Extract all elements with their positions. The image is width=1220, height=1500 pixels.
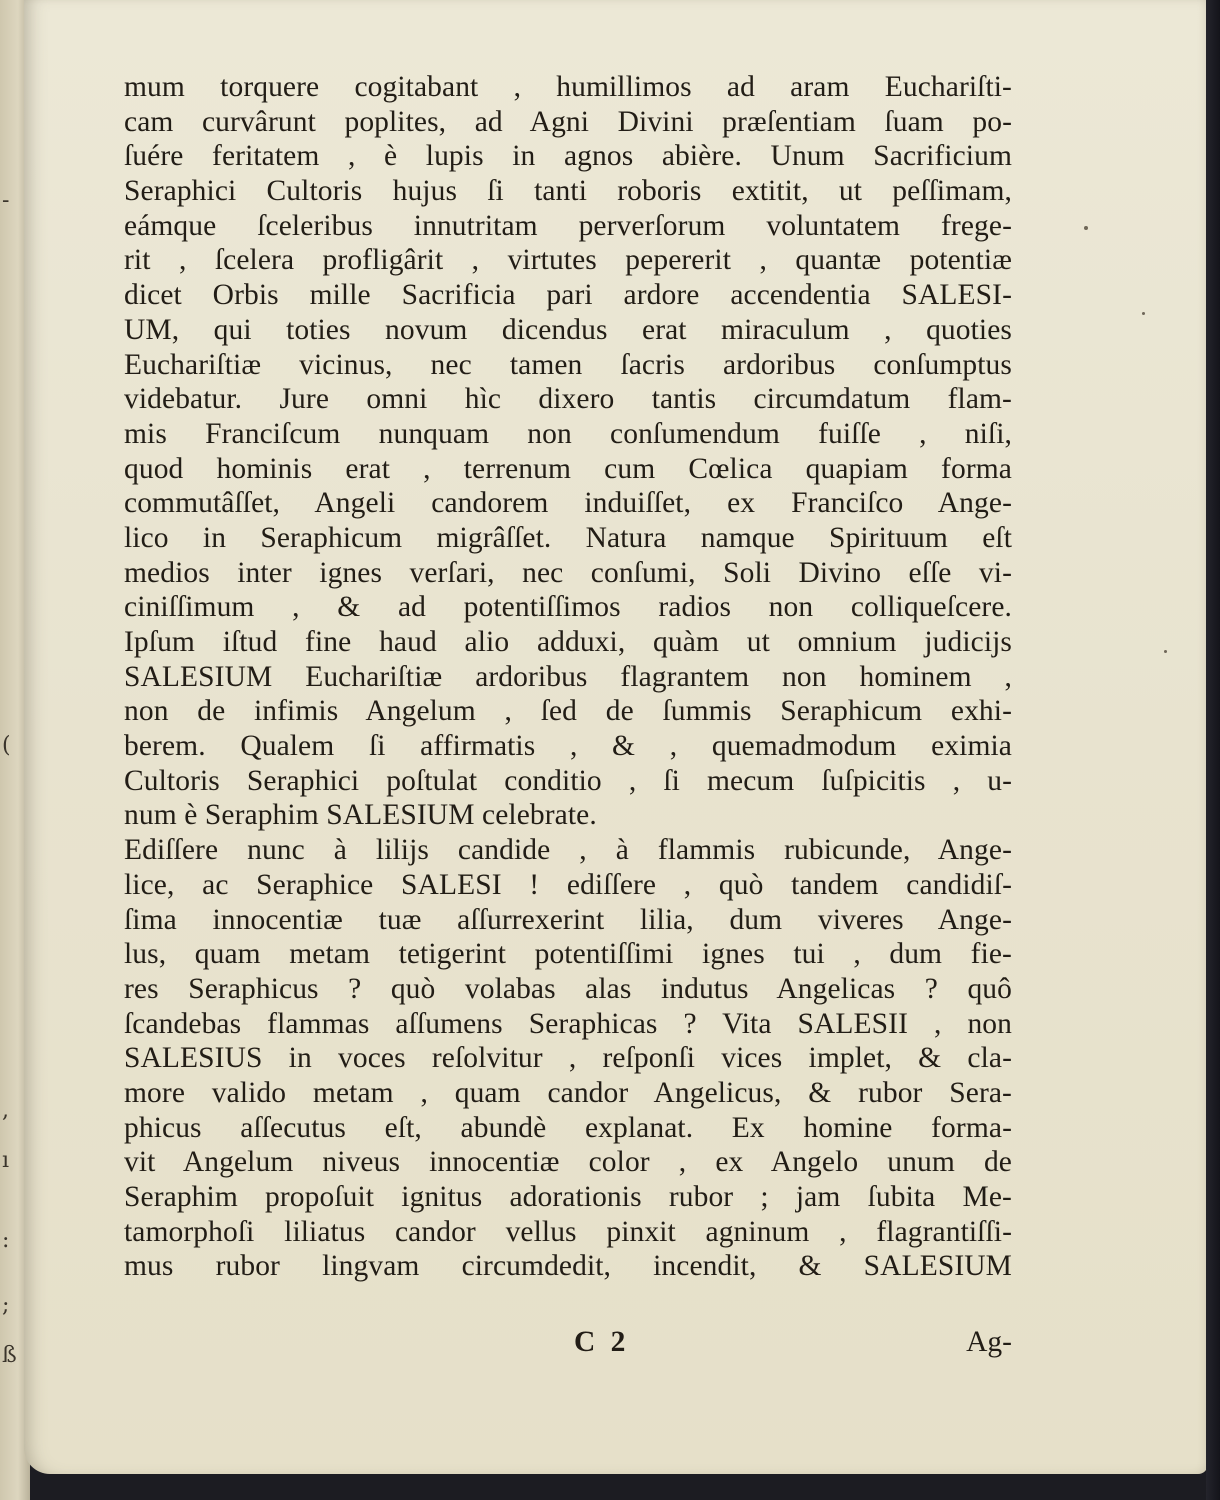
paper-speck [1142, 312, 1145, 315]
text-line: dicet Orbis mille Sacrificia pari ardore accendentia SALESI- [124, 279, 1012, 312]
bleed-mark: ı [2, 1148, 10, 1173]
text-line: SALESIUM Euchariſtiæ ardoribus flagrantem non hominem , [124, 660, 1012, 693]
bleed-mark: ( [2, 733, 11, 758]
right-margin-shadow [1206, 0, 1220, 1500]
text-line: mis Franciſcum nunquam non conſumendum fuiſſe , niſi, [124, 417, 1012, 450]
text-line: Ipſum iſtud fine haud alio adduxi, quàm ut omnium judicijs [124, 626, 1012, 658]
text-line: Seraphici Cultoris hujus ſi tanti roboris extitit, ut peſſimam, [124, 175, 1012, 208]
bleed-mark: - [2, 188, 10, 213]
text-line: Euchariſtiæ vicinus, nec tamen ſacris ardoribus conſumptus [124, 348, 1012, 381]
signature-mark: C 2 [574, 1326, 630, 1358]
bleed-mark: : [2, 1228, 10, 1253]
bleed-mark: ß [2, 1343, 17, 1368]
paper-speck [1164, 650, 1167, 653]
text-line: videbatur. Jure omni hìc dixero tantis circumdatum flam- [124, 383, 1012, 416]
text-line: mus rubor lingvam circumdedit, incendit, & SALESIUM [124, 1250, 1012, 1283]
text-line: Seraphim propoſuit ignitus adorationis rubor ; jam ſubita Me- [124, 1181, 1012, 1213]
text-line: tamorphoſi liliatus candor vellus pinxit agninum , flagrantiſſi- [124, 1215, 1012, 1248]
text-line: more valido metam , quam candor Angelicus, & rubor Sera- [124, 1076, 1012, 1109]
bleed-mark: ; [2, 1293, 10, 1318]
text-line: mum torquere cogitabant , humillimos ad aram Euchariſti- [124, 71, 1012, 103]
text-line: berem. Qualem ſi affirmatis , & , quemadmodum eximia [124, 730, 1012, 763]
text-line: quod hominis erat , terrenum cum Cœlica quapiam forma [124, 452, 1012, 485]
book-page [24, 0, 1208, 1474]
text-line: ſuére feritatem , è lupis in agnos abière. Unum Sacrificium [124, 140, 1012, 173]
text-line: lice, ac Seraphice SALESI ! ediſſere , quò tandem candidiſ- [124, 868, 1012, 901]
text-line: eámque ſceleribus innutritam perverſorum voluntatem frege- [124, 209, 1012, 242]
text-line: phicus aſſecutus eſt, abundè explanat. Ex homine forma- [124, 1111, 1012, 1144]
catchword: Ag- [966, 1326, 1012, 1358]
text-line: lico in Seraphicum migrâſſet. Natura namque Spirituum eſt [124, 521, 1012, 554]
bleed-mark: , [2, 1098, 9, 1123]
text-line: SALESIUS in voces reſolvitur , reſponſi vices implet, & cla- [124, 1042, 1012, 1075]
page-text [124, 70, 1012, 1284]
text-line: lus, quam metam tetigerint potentiſſimi ignes tui , dum fie- [124, 938, 1012, 971]
page-footer [124, 1326, 1012, 1366]
text-line: commutâſſet, Angeli candorem induiſſet, ex Franciſco Ange- [124, 487, 1012, 520]
text-line: medios inter ignes verſari, nec conſumi, Soli Divino eſſe vi- [124, 556, 1012, 589]
text-line: ſcandebas flammas aſſumens Seraphicas ? Vita SALESII , non [124, 1007, 1012, 1040]
text-line: non de infimis Angelum , ſed de ſummis Seraphicum exhi- [124, 695, 1012, 728]
text-line: rit , ſcelera profligârit , virtutes pepererit , quantæ potentiæ [124, 244, 1012, 277]
paper-speck [1084, 226, 1088, 230]
text-line: Cultoris Seraphici poſtulat conditio , ſi mecum ſuſpicitis , u- [124, 764, 1012, 797]
text-line: vit Angelum niveus innocentiæ color , ex Angelo unum de [124, 1146, 1012, 1179]
text-line: cam curvârunt poplites, ad Agni Divini præſentiam ſuam po- [124, 105, 1012, 138]
text-line: ciniſſimum , & ad potentiſſimos radios non colliqueſcere. [124, 591, 1012, 624]
text-line: Ediſſere nunc à lilijs candide , à flammis rubicunde, Ange- [124, 834, 1012, 867]
text-line: res Seraphicus ? quò volabas alas indutus Angelicas ? quô [124, 972, 1012, 1005]
text-line: ſima innocentiæ tuæ aſſurrexerint lilia, dum viveres Ange- [124, 903, 1012, 936]
text-line: UM, qui toties novum dicendus erat miraculum , quoties [124, 313, 1012, 346]
text-line: num è Seraphim SALESIUM celebrate. [124, 799, 597, 832]
